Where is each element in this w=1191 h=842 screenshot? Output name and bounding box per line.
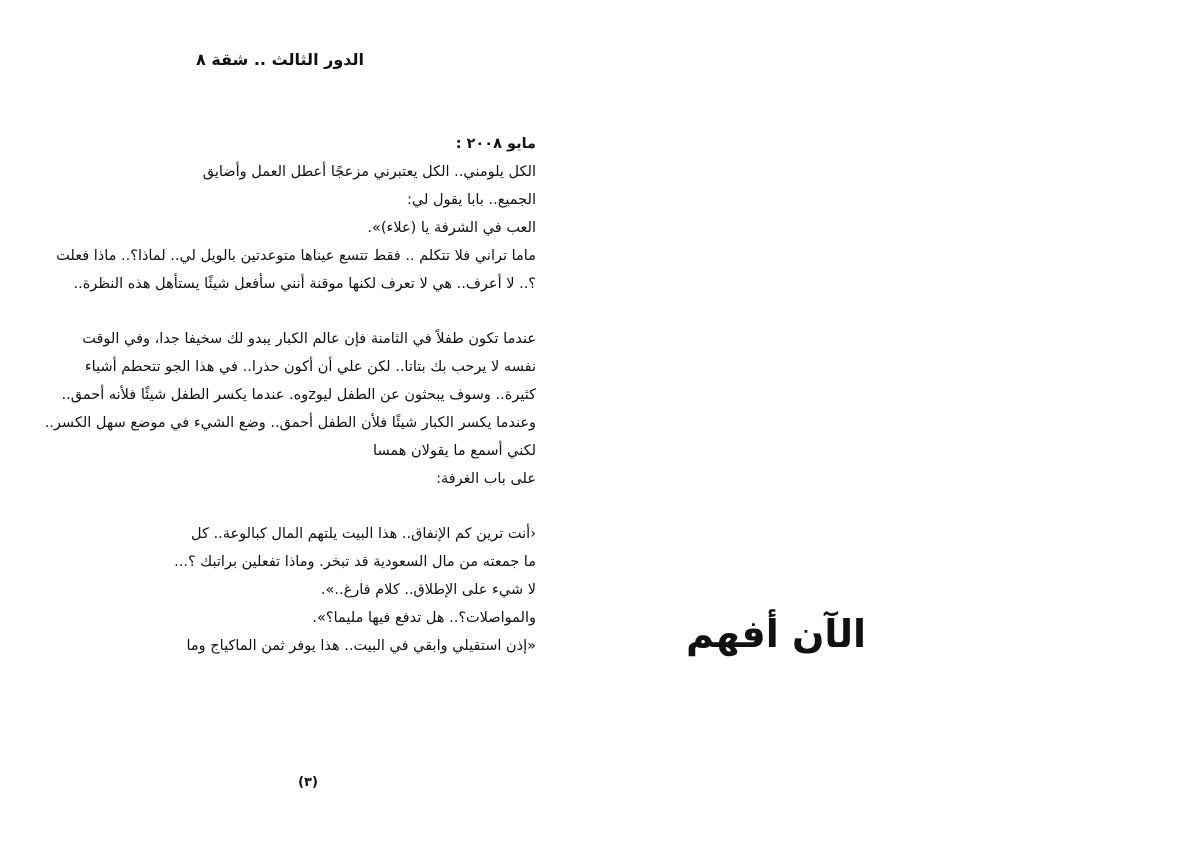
- running-header: الدور الثالث .. شقة ٨: [195, 50, 365, 69]
- text-line: والمواصلات؟.. هل تدفع فيها مليما؟».: [312, 610, 536, 626]
- text-line: «إذن استقيلي وابقي في البيت.. هذا يوفر ثمن الماكياج وما: [186, 638, 536, 654]
- page-number: (٣): [298, 775, 318, 790]
- text-line: عندما تكون طفلاً في الثامنة فإن عالم الكبار يبدو لك سخيفا جدا، وفي الوقت: [82, 331, 536, 347]
- text-line: ما جمعته من مال السعودية قد تبخر. وماذا تفعلين براتبك ؟...: [174, 554, 536, 570]
- left-page: [0, 0, 595, 842]
- body-text: [44, 130, 536, 660]
- paragraph-3: [50, 520, 536, 660]
- text-line: الكل يلومني.. الكل يعتبرني مزعجًا أعطل العمل وأضايق: [202, 164, 536, 180]
- text-line: ماما تراني فلا تتكلم .. فقط تتسع عيناها متوعدتين بالويل لي.. لماذا؟.. ماذا فعلت: [56, 248, 536, 264]
- date-heading: مايو ٢٠٠٨ :: [455, 136, 536, 152]
- text-line: ؟.. لا أعرف.. هي لا تعرف لكنها موقنة أنني سأفعل شيئًا يستأهل هذه النظرة..: [73, 276, 536, 292]
- right-page: [596, 0, 1191, 842]
- text-line: وعندما يكسر الكبار شيئًا فلأن الطفل أحمق.. وضع الشيء في موضع سهل الكسر..: [44, 415, 536, 431]
- text-line: على باب الغرفة:: [436, 471, 536, 487]
- paragraph-1: [50, 130, 536, 298]
- text-line: نفسه لا يرحب بك بتاتا.. لكن علي أن أكون حذرا.. في هذا الجو تتحطم أشياء: [84, 359, 536, 375]
- paragraph-gap: [50, 298, 536, 325]
- text-line: ‹أنت ترين كم الإنفاق.. هذا البيت يلتهم المال كبالوعة.. كل: [191, 526, 536, 542]
- text-line: الجميع.. بابا يقول لي:: [406, 192, 536, 208]
- text-line: لا شيء على الإطلاق.. كلام فارغ..».: [320, 582, 536, 598]
- text-line: لكني أسمع ما يقولان همسا: [373, 443, 536, 459]
- chapter-title: الآن أفهم: [685, 612, 866, 656]
- paragraph-2: [44, 325, 536, 493]
- text-line: كثيرة.. وسوف يبحثون عن الطفل ليوzوه. عندما يكسر الطفل شيئًا فلأنه أحمق..: [61, 387, 536, 403]
- paragraph-gap: [50, 493, 536, 520]
- text-line: العب في الشرفة يا (علاء)».: [367, 220, 536, 236]
